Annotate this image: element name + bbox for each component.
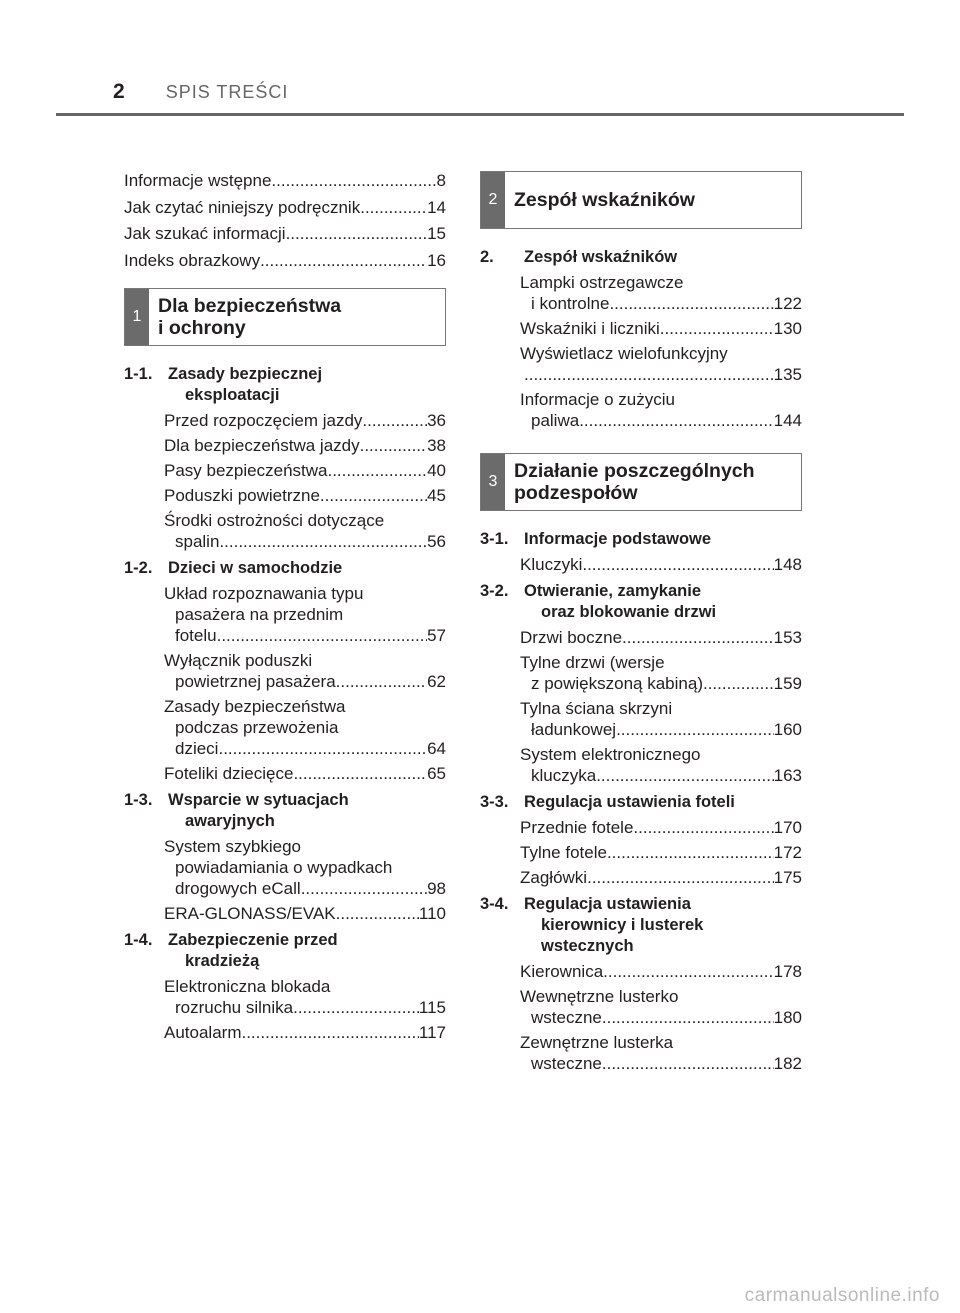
toc-entry[interactable]: Wyłącznik poduszki powietrznej pasażera ..... 62 [164,650,446,692]
section-1-2[interactable]: 1-2. Dzieci w samochodzie [124,559,343,577]
toc-entry[interactable]: Kluczyki ..... 148 [520,554,802,575]
chapter-2-header[interactable] [480,171,802,229]
section-3-2[interactable]: 3-2. Otwieranie, zamykanie oraz blokowanie drzwi [480,582,717,621]
chapter-title: Dla bezpieczeństwa i ochrony [158,295,342,339]
toc-entry[interactable]: Lampki ostrzegawcze i kontrolne ..... 122 [520,272,802,314]
toc-entry[interactable]: Przed rozpoczęciem jazdy ..... 36 [164,410,446,431]
toc-entry[interactable]: ERA-GLONASS/EVAK ..... 110 [164,903,446,924]
toc-link-how-to-search[interactable]: Jak szukać informacji ..... 15 [124,221,446,248]
toc-entry[interactable]: Pasy bezpieczeństwa ..... 40 [164,460,446,481]
header-title: SPIS TREŚCI [165,82,289,102]
chapter-number: 2 [481,172,505,228]
chapter-number: 3 [481,454,505,510]
toc-link-how-to-read[interactable]: Jak czytać niniejszy podręcznik ..... 14 [124,195,446,222]
toc-entry[interactable]: Zewnętrzne lusterka wsteczne ..... 182 [520,1032,802,1074]
toc-entry[interactable]: System szybkiego powiadamiania o wypadkach drogowych eCall ..... 98 [164,836,446,899]
toc-entry[interactable]: Autoalarm ..... 117 [164,1022,446,1043]
section-1-4[interactable]: 1-4. Zabezpieczenie przed kradzieżą [124,931,338,970]
page-number: 2 [113,80,125,103]
toc-entry[interactable]: Wskaźniki i liczniki ..... 130 [520,318,802,339]
toc-link-intro[interactable]: Informacje wstępne ..... 8 [124,168,446,195]
toc-entry[interactable]: Tylne drzwi (wersje z powiększoną kabiną) ..... 159 [520,652,802,694]
section-3-4[interactable]: 3-4. Regulacja ustawienia kierownicy i lusterek wstecznych [480,895,704,955]
toc-entry[interactable]: Poduszki powietrzne ..... 45 [164,485,446,506]
chapter-title: Zespół wskaźników [514,189,695,211]
header-rule [56,113,904,116]
chapter-3-header[interactable] [480,453,802,511]
section-1-3[interactable]: 1-3. Wsparcie w sytuacjach awaryjnych [124,791,349,830]
section-3-1[interactable]: 3-1. Informacje podstawowe [480,530,712,548]
section-1-1[interactable]: 1-1. Zasady bezpiecznej eksploatacji [124,365,323,404]
section-3-3[interactable]: 3-3. Regulacja ustawienia foteli [480,793,735,811]
toc-left-column [124,168,446,1043]
toc-entry[interactable]: Wewnętrzne lusterko wsteczne ..... 180 [520,986,802,1028]
chapter-title: Działanie poszczególnych podzespołów [514,460,755,504]
toc-entry[interactable]: Elektroniczna blokada rozruchu silnika ..... 115 [164,976,446,1018]
toc-link-pictorial-index[interactable]: Indeks obrazkowy ..... 16 [124,248,446,275]
toc-entry[interactable]: Tylne fotele ..... 172 [520,842,802,863]
watermark: carmanualsonline.info [744,1285,940,1306]
page-header [113,80,288,104]
toc-entry[interactable]: Zasady bezpieczeństwa podczas przewożenia dzieci ..... 64 [164,696,446,759]
chapter-1-header[interactable] [124,288,446,346]
toc-entry[interactable]: Tylna ściana skrzyni ładunkowej ..... 160 [520,698,802,740]
toc-entry[interactable]: Wyświetlacz wielofunkcyjny ..... 135 [520,343,802,385]
toc-right-column [480,168,802,1074]
toc-entry[interactable]: Informacje o zużyciu paliwa ..... 144 [520,389,802,431]
toc-entry[interactable]: Zagłówki ..... 175 [520,867,802,888]
toc-entry[interactable]: Drzwi boczne ..... 153 [520,627,802,648]
toc-entry[interactable]: Środki ostrożności dotyczące spalin ..... 56 [164,510,446,552]
toc-entry[interactable]: Dla bezpieczeństwa jazdy ..... 38 [164,435,446,456]
toc-entry[interactable]: Przednie fotele ..... 170 [520,817,802,838]
section-2[interactable]: 2. Zespół wskaźników [480,248,678,266]
toc-entry[interactable]: Układ rozpoznawania typu pasażera na przednim fotelu ..... 57 [164,583,446,646]
toc-entry[interactable]: System elektronicznego kluczyka ..... 163 [520,744,802,786]
toc-entry[interactable]: Kierownica ..... 178 [520,961,802,982]
toc-entry[interactable]: Foteliki dziecięce ..... 65 [164,763,446,784]
chapter-number: 1 [125,289,149,345]
intro-list [124,168,446,274]
